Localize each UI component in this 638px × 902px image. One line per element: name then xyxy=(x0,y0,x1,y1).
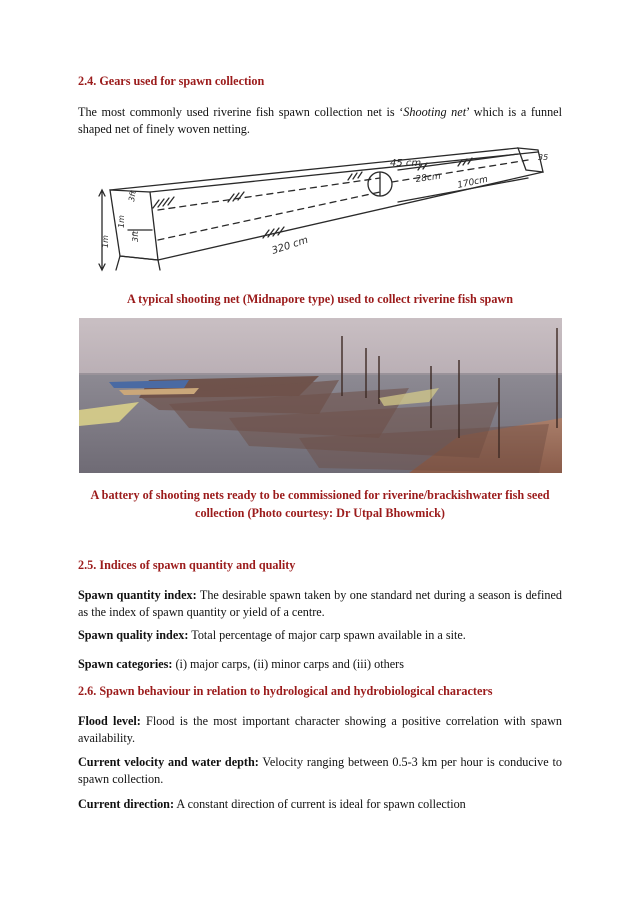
text-current-direction: A constant direction of current is ideal for spawn collection xyxy=(174,797,466,811)
paragraph-current-velocity xyxy=(78,754,562,788)
section-heading-indices: 2.5. Indices of spawn quantity and quality xyxy=(78,558,296,572)
sketch-label-frame: 3ft xyxy=(127,189,138,203)
sketch-label-28cm: 28cm xyxy=(415,171,442,185)
sketch-label-left2: 1m xyxy=(117,215,126,228)
paragraph-shooting-net xyxy=(78,104,562,138)
sketch-label-35: 35 xyxy=(538,153,549,162)
para-text-post: ’ which is a funnel shaped net of finely woven netting. xyxy=(78,105,562,136)
label-flood-level: Flood level: xyxy=(78,714,141,728)
paragraph-quality-index xyxy=(78,627,562,644)
label-current-velocity: Current velocity and water depth: xyxy=(78,755,259,769)
label-quantity-index: Spawn quantity index: xyxy=(78,588,197,602)
text-flood-level: Flood is the most important character showing a positive correlation with spawn availability. xyxy=(78,714,562,745)
label-quality-index: Spawn quality index: xyxy=(78,628,189,642)
text-quality-index: Total percentage of major carp spawn available in a site. xyxy=(188,628,466,642)
section-heading-gears: 2.4. Gears used for spawn collection xyxy=(78,74,265,88)
sketch-label-170cm: 170cm xyxy=(456,174,489,191)
paragraph-quantity-index xyxy=(78,587,562,621)
label-spawn-categories: Spawn categories: xyxy=(78,657,173,671)
figure-caption-photo: A battery of shooting nets ready to be commissioned for riverine/brackishwater fish seed collection (Photo courtesy: Dr Utpal Bhowmick) xyxy=(90,488,550,520)
sketch-label-45cm: 45 cm xyxy=(390,158,422,169)
text-current-velocity: Velocity ranging between 0.5-3 km per hour is conducive to spawn collection. xyxy=(78,755,563,786)
para-text-pre: The most commonly used riverine fish spawn collection net is ‘ xyxy=(78,105,404,119)
paragraph-current-direction xyxy=(78,796,562,813)
shooting-net-sketch xyxy=(98,140,560,280)
para-text-em: Shooting net xyxy=(403,105,467,119)
text-quantity-index: The desirable spawn taken by one standard net during a season is defined as the index of spawn quantity or yield of a centre. xyxy=(78,588,563,619)
text-spawn-categories: (i) major carps, (ii) minor carps and (iii) others xyxy=(172,657,404,671)
figure-caption-sketch: A typical shooting net (Midnapore type) used to collect riverine fish spawn xyxy=(126,292,514,306)
sketch-label-left1: 1m xyxy=(101,235,110,248)
sketch-label-320cm: 320 cm xyxy=(270,234,310,257)
label-current-direction: Current direction: xyxy=(78,797,175,811)
section-heading-behaviour: 2.6. Spawn behaviour in relation to hydrological and hydrobiological characters xyxy=(78,684,493,698)
shooting-nets-photo xyxy=(79,318,562,473)
paragraph-spawn-categories xyxy=(78,656,562,673)
sketch-label-front: 3ft xyxy=(131,230,140,242)
paragraph-flood-level xyxy=(78,713,562,747)
